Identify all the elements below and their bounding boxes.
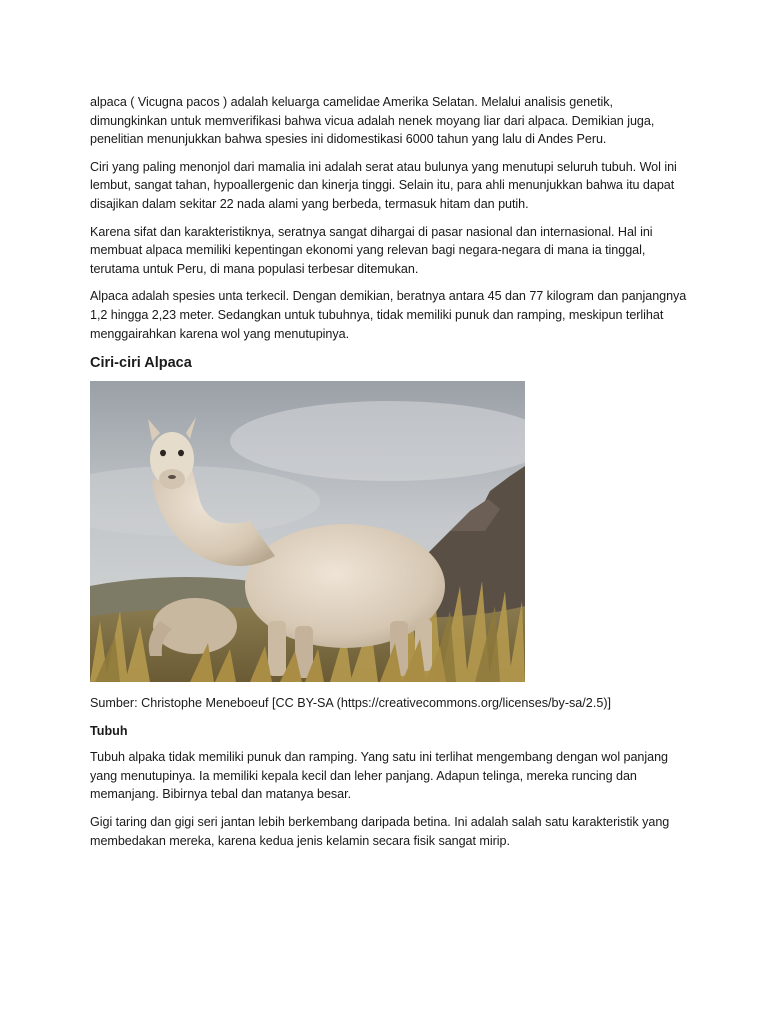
section-heading: Ciri-ciri Alpaca [90,355,192,372]
paragraph-body: Tubuh alpaka tidak memiliki punuk dan ramping. Yang satu ini terlihat mengembang dengan wol panjang yang menutupinya. Ia memiliki kepala kecil dan leher panjang. Adapun telinga, mereka runcing dan memanjang. Bibirnya tebal dan matanya besar. [90,750,668,802]
alpaca-photo [90,381,525,682]
paragraph-economy: Karena sifat dan karakteristiknya, seratnya sangat dihargai di pasar nasional dan internasional. Hal ini membuat alpaca memiliki kepentingan ekonomi yang relevan bagi negara-negara di mana ia tinggal, terutama untuk Peru, di mana populasi terbesar ditemukan. [90,224,653,276]
paragraph-size: Alpaca adalah spesies unta terkecil. Dengan demikian, beratnya antara 45 dan 77 kilogram dan panjangnya 1,2 hingga 2,23 meter. Sedangkan untuk tubuhnya, tidak memiliki punuk dan ramping, meskipun terlihat menggairahkan karena wol yang menutupinya. [90,289,687,341]
paragraph-intro: alpaca ( Vicugna pacos ) adalah keluarga camelidae Amerika Selatan. Melalui analisis genetik, dimungkinkan untuk memverifikasi bahwa vicua adalah nenek moyang liar dari alpaca. Demikian juga, penelitian menunjukkan bahwa spesies ini didomestikasi 6000 tahun yang lalu di Andes Peru. [90,95,655,147]
paragraph-teeth: Gigi taring dan gigi seri jantan lebih berkembang daripada betina. Ini adalah salah satu karakteristik yang membedakan mereka, karena kedua jenis kelamin secara fisik sangat mirip. [90,814,670,848]
photo-caption: Sumber: Christophe Meneboeuf [CC BY-SA (https://creativecommons.org/licenses/by-sa/2.5)] [90,696,612,711]
document-page [90,93,690,859]
subheading-tubuh: Tubuh [90,724,128,739]
paragraph-fiber: Ciri yang paling menonjol dari mamalia ini adalah serat atau bulunya yang menutupi seluruh tubuh. Wol ini lembut, sangat tahan, hypoallergenic dan kinerja tinggi. Selain itu, para ahli menunjukkan bahwa itu dapat disajikan dalam sekitar 22 nada alami yang berbeda, termasuk hitam dan putih. [90,159,677,211]
